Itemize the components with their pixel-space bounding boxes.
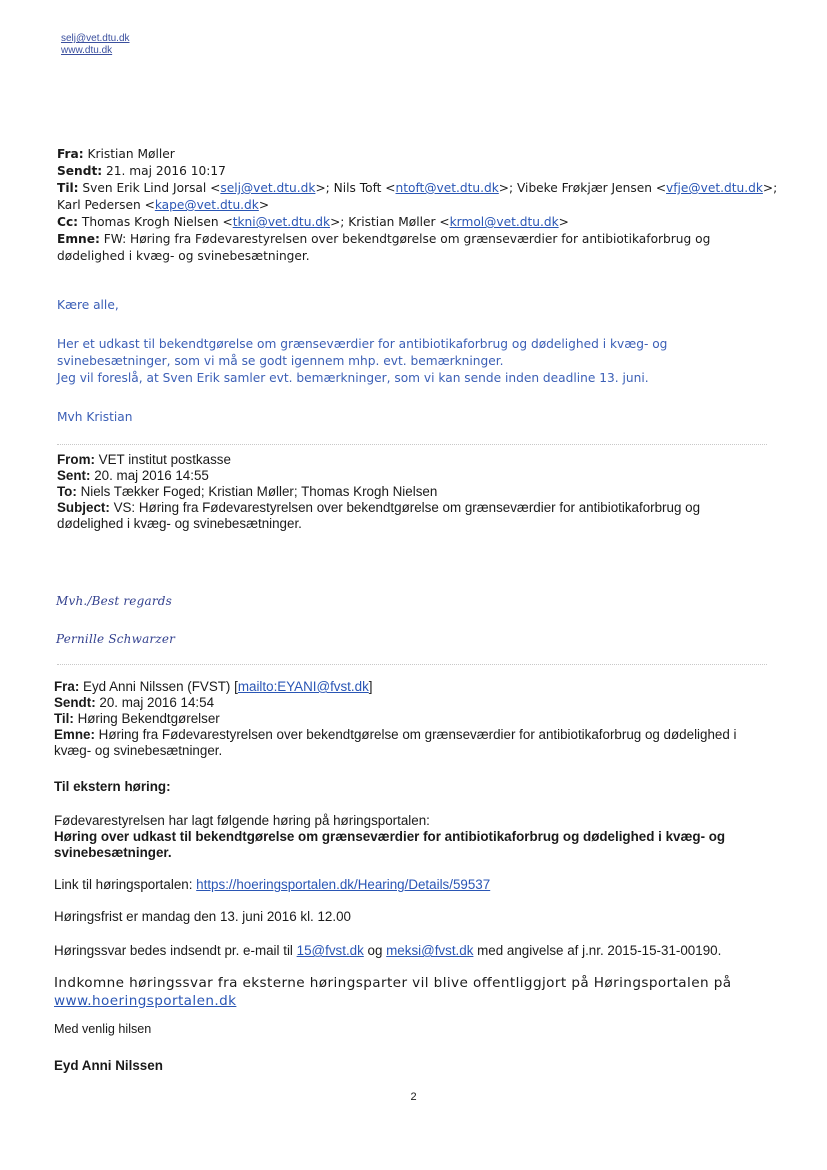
email3-subject-cont: kvæg- og svinebesætninger. bbox=[54, 743, 223, 758]
email1-greeting: Kære alle, bbox=[57, 298, 119, 312]
email3-intro: Fødevarestyrelsen har lagt følgende høring på høringsportalen: bbox=[54, 813, 430, 828]
email1-sent: Sendt: 21. maj 2016 10:17 bbox=[57, 164, 226, 178]
email2-subject-cont: dødelighed i kvæg- og svinebesætninger. bbox=[57, 516, 302, 531]
email2-regards: Mvh./Best regards bbox=[56, 594, 173, 608]
email-link[interactable]: selj@vet.dtu.dk bbox=[220, 181, 316, 195]
divider bbox=[57, 664, 767, 665]
email3-header bbox=[54, 679, 794, 759]
email3-heading: Til ekstern høring: bbox=[54, 779, 171, 794]
email1-body-text: Her et udkast til bekendtgørelse om grænseværdier for antibiotikaforbrug og dødelighed i kvæg- og svinebesætninger, som vi må se godt igennem mhp. evt. bemærkninger. Jeg vil foreslå, at Sven Erik samler evt. bemærkninger, som vi kan sende inden deadline 13. juni. bbox=[57, 337, 668, 385]
email3-hearing-title: Høring over udkast til bekendtgørelse om grænseværdier for antibiotikaforbrug og dødelighed i kvæg- og bbox=[54, 829, 726, 844]
hearing-portal-link[interactable]: https://hoeringsportalen.dk/Hearing/Details/59537 bbox=[196, 877, 491, 892]
page-number: 2 bbox=[410, 1091, 417, 1103]
email3-intro-block bbox=[54, 813, 794, 861]
email3-sent: Sendt: 20. maj 2016 14:54 bbox=[54, 695, 215, 710]
email-link[interactable]: krmol@vet.dtu.dk bbox=[449, 215, 559, 229]
email1-to: Til: Sven Erik Lind Jorsal <selj@vet.dtu.dk>; Nils Toft <ntoft@vet.dtu.dk>; Vibeke Frøkjær Jensen <vfje@vet.dtu.dk>; bbox=[57, 181, 778, 195]
email3-to: Til: Høring Bekendtgørelser bbox=[54, 711, 220, 726]
email1-subject-cont: dødelighed i kvæg- og svinebesætninger. bbox=[57, 249, 310, 263]
email1-closing: Mvh Kristian bbox=[57, 410, 133, 424]
email-link[interactable]: tkni@vet.dtu.dk bbox=[232, 215, 331, 229]
email3-deadline: Høringsfrist er mandag den 13. juni 2016 kl. 12.00 bbox=[54, 909, 351, 924]
email1-header bbox=[57, 146, 797, 265]
email3-public-notice: Indkomne høringssvar fra eksterne høringsparter vil blive offentliggjort på Høringsportalen på www.hoeringsportalen.dk bbox=[54, 975, 732, 1009]
email2-to: To: Niels Tækker Foged; Kristian Møller; Thomas Krogh Nielsen bbox=[57, 484, 438, 499]
mailto-link[interactable]: mailto:EYANI@fvst.dk bbox=[237, 679, 369, 694]
signature-links bbox=[61, 33, 130, 57]
email1-from: Fra: Kristian Møller bbox=[57, 147, 175, 161]
email3-reply-line: Høringssvar bedes indsendt pr. e-mail til 15@fvst.dk og meksi@fvst.dk med angivelse af j.nr. 2015-15-31-00190. bbox=[54, 943, 722, 958]
email1-body bbox=[57, 297, 777, 314]
email-link[interactable]: vfje@vet.dtu.dk bbox=[666, 181, 763, 195]
signature-email-link[interactable]: selj@vet.dtu.dk bbox=[61, 33, 130, 44]
email2-from: From: VET institut postkasse bbox=[57, 452, 231, 467]
signature-web-link[interactable]: www.dtu.dk bbox=[61, 45, 113, 56]
email-link[interactable]: 15@fvst.dk bbox=[296, 943, 364, 958]
email2-header bbox=[57, 452, 777, 532]
hearing-portal-web-link[interactable]: www.hoeringsportalen.dk bbox=[54, 993, 237, 1009]
email-link[interactable]: ntoft@vet.dtu.dk bbox=[395, 181, 499, 195]
email1-subject: Emne: FW: Høring fra Fødevarestyrelsen over bekendtgørelse om grænseværdier for antibiotikaforbrug og bbox=[57, 232, 711, 246]
email1-to-cont: Karl Pedersen <kape@vet.dtu.dk> bbox=[57, 198, 270, 212]
email-link[interactable]: meksi@fvst.dk bbox=[386, 943, 474, 958]
email3-link-line: Link til høringsportalen: https://hoeringsportalen.dk/Hearing/Details/59537 bbox=[54, 877, 491, 892]
email2-signer: Pernille Schwarzer bbox=[56, 632, 176, 646]
divider bbox=[57, 444, 767, 445]
email2-subject: Subject: VS: Høring fra Fødevarestyrelsen over bekendtgørelse om grænseværdier for antibiotikaforbrug og bbox=[57, 500, 701, 515]
email3-greeting: Med venlig hilsen bbox=[54, 1022, 152, 1036]
email2-sent: Sent: 20. maj 2016 14:55 bbox=[57, 468, 209, 483]
email3-sender: Eyd Anni Nilssen bbox=[54, 1058, 163, 1073]
email3-from: Fra: Eyd Anni Nilssen (FVST) [mailto:EYANI@fvst.dk] bbox=[54, 679, 373, 694]
email3-subject: Emne: Høring fra Fødevarestyrelsen over bekendtgørelse om grænseværdier for antibiotikaforbrug og dødelighed i bbox=[54, 727, 737, 742]
email1-cc: Cc: Thomas Krogh Nielsen <tkni@vet.dtu.dk>; Kristian Møller <krmol@vet.dtu.dk> bbox=[57, 215, 569, 229]
email3-hearing-title-cont: svinebesætninger. bbox=[54, 845, 172, 860]
email-link[interactable]: kape@vet.dtu.dk bbox=[154, 198, 259, 212]
